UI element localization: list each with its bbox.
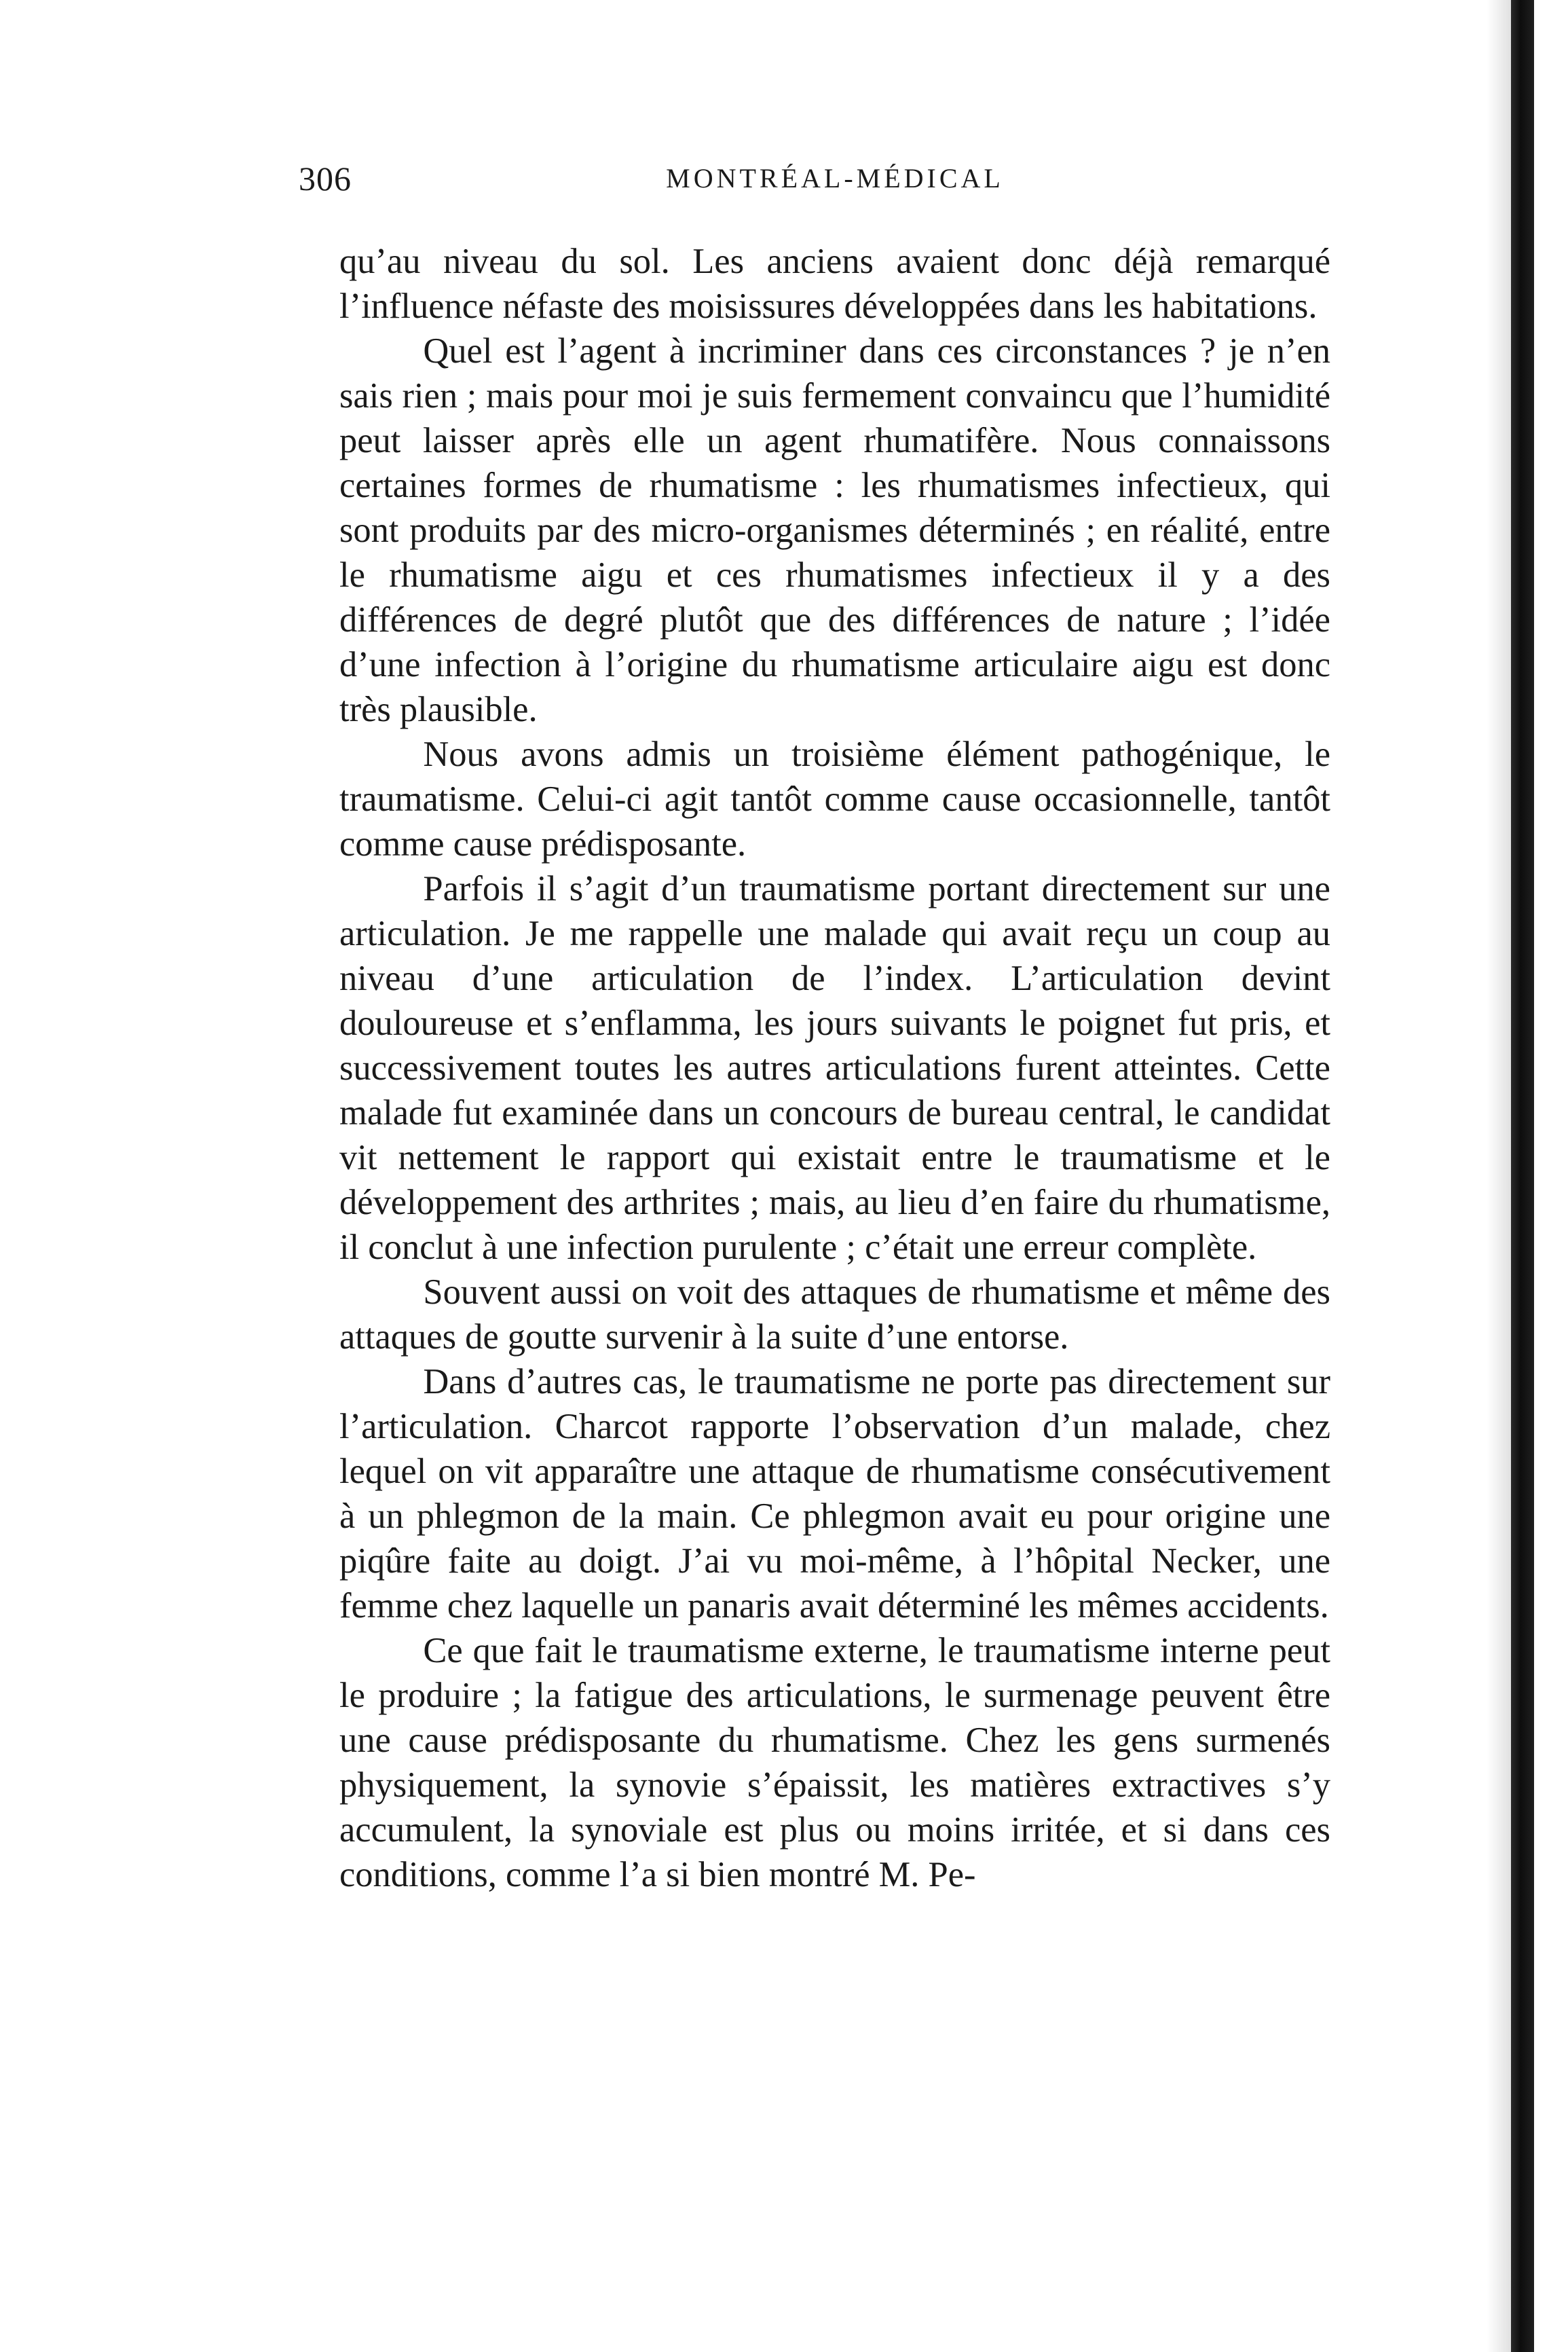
paragraph: Souvent aussi on voit des attaques de rhumatisme et même des attaques de goutte survenir à la suite d’une entorse. [339,1272,1330,1357]
paragraph: Nous avons admis un troisième élément pathogénique, le traumatisme. Celui-ci agit tantôt comme cause occasionnelle, tantôt comme cause prédisposante. [339,735,1330,864]
paragraph: Ce que fait le traumatisme externe, le traumatisme interne peut le produire ; la fatigue des articulations, le surmenage peuvent être une cause prédisposante du rhumatisme. Chez les gens surmenés physiquement, la synovie s’épaissit, les matières extractives s’y accumulent, la synoviale est plus ou moins irritée, et si dans ces conditions, comme l’a si bien montré M. Pe- [339,1631,1330,1894]
paragraph: Dans d’autres cas, le traumatisme ne porte pas directement sur l’articulation. Charcot rapporte l’observation d’un malade, chez lequel on vit apparaître une attaque de rhumatisme consécutivement à un phlegmon de la main. Ce phlegmon avait eu pour origine une piqûre faite au doigt. J’ai vu moi-même, à l’hôpital Necker, une femme chez laquelle un panaris avait déterminé les mêmes accidents. [339,1362,1330,1625]
page-number: 306 [299,160,352,198]
page-edge-shadow [1487,0,1511,2352]
running-head: MONTRÉAL-MÉDICAL [666,163,1004,194]
paragraph: Parfois il s’agit d’un traumatisme portant directement sur une articulation. Je me rappelle une malade qui avait reçu un coup au niveau d’une articulation de l’index. L’articulation devint douloureuse et s’enflamma, les jours suivants le poignet fut pris, et successivement toutes les autres articulations furent atteintes. Cette malade fut examinée dans un concours de bureau central, le candidat vit nettement le rapport qui existait entre le traumatisme et le développement des arthrites ; mais, au lieu d’en faire du rhumatisme, il conclut à une infection purulente ; c’était une erreur complète. [339,869,1330,1267]
paragraph: Quel est l’agent à incriminer dans ces circonstances ? je n’en sais rien ; mais pour moi je suis fermement convaincu que l’humidité peut laisser après elle un agent rhumatifère. Nous connaissons certaines formes de rhumatisme : les rhumatismes infectieux, qui sont produits par des micro-organismes déterminés ; en réalité, entre le rhumatisme aigu et ces rhumatismes infectieux il y a des différences de degré plutôt que des différences de nature ; l’idée d’une infection à l’origine du rhumatisme articulaire aigu est donc très plausible. [339,331,1330,729]
paragraph-continuation: qu’au niveau du sol. Les anciens avaient donc déjà remarqué l’influence néfaste des moisissures développées dans les habitations. [339,242,1330,326]
scan-edge-strip [1511,0,1534,2352]
body-text [339,239,1330,1897]
page-header [299,155,1344,202]
